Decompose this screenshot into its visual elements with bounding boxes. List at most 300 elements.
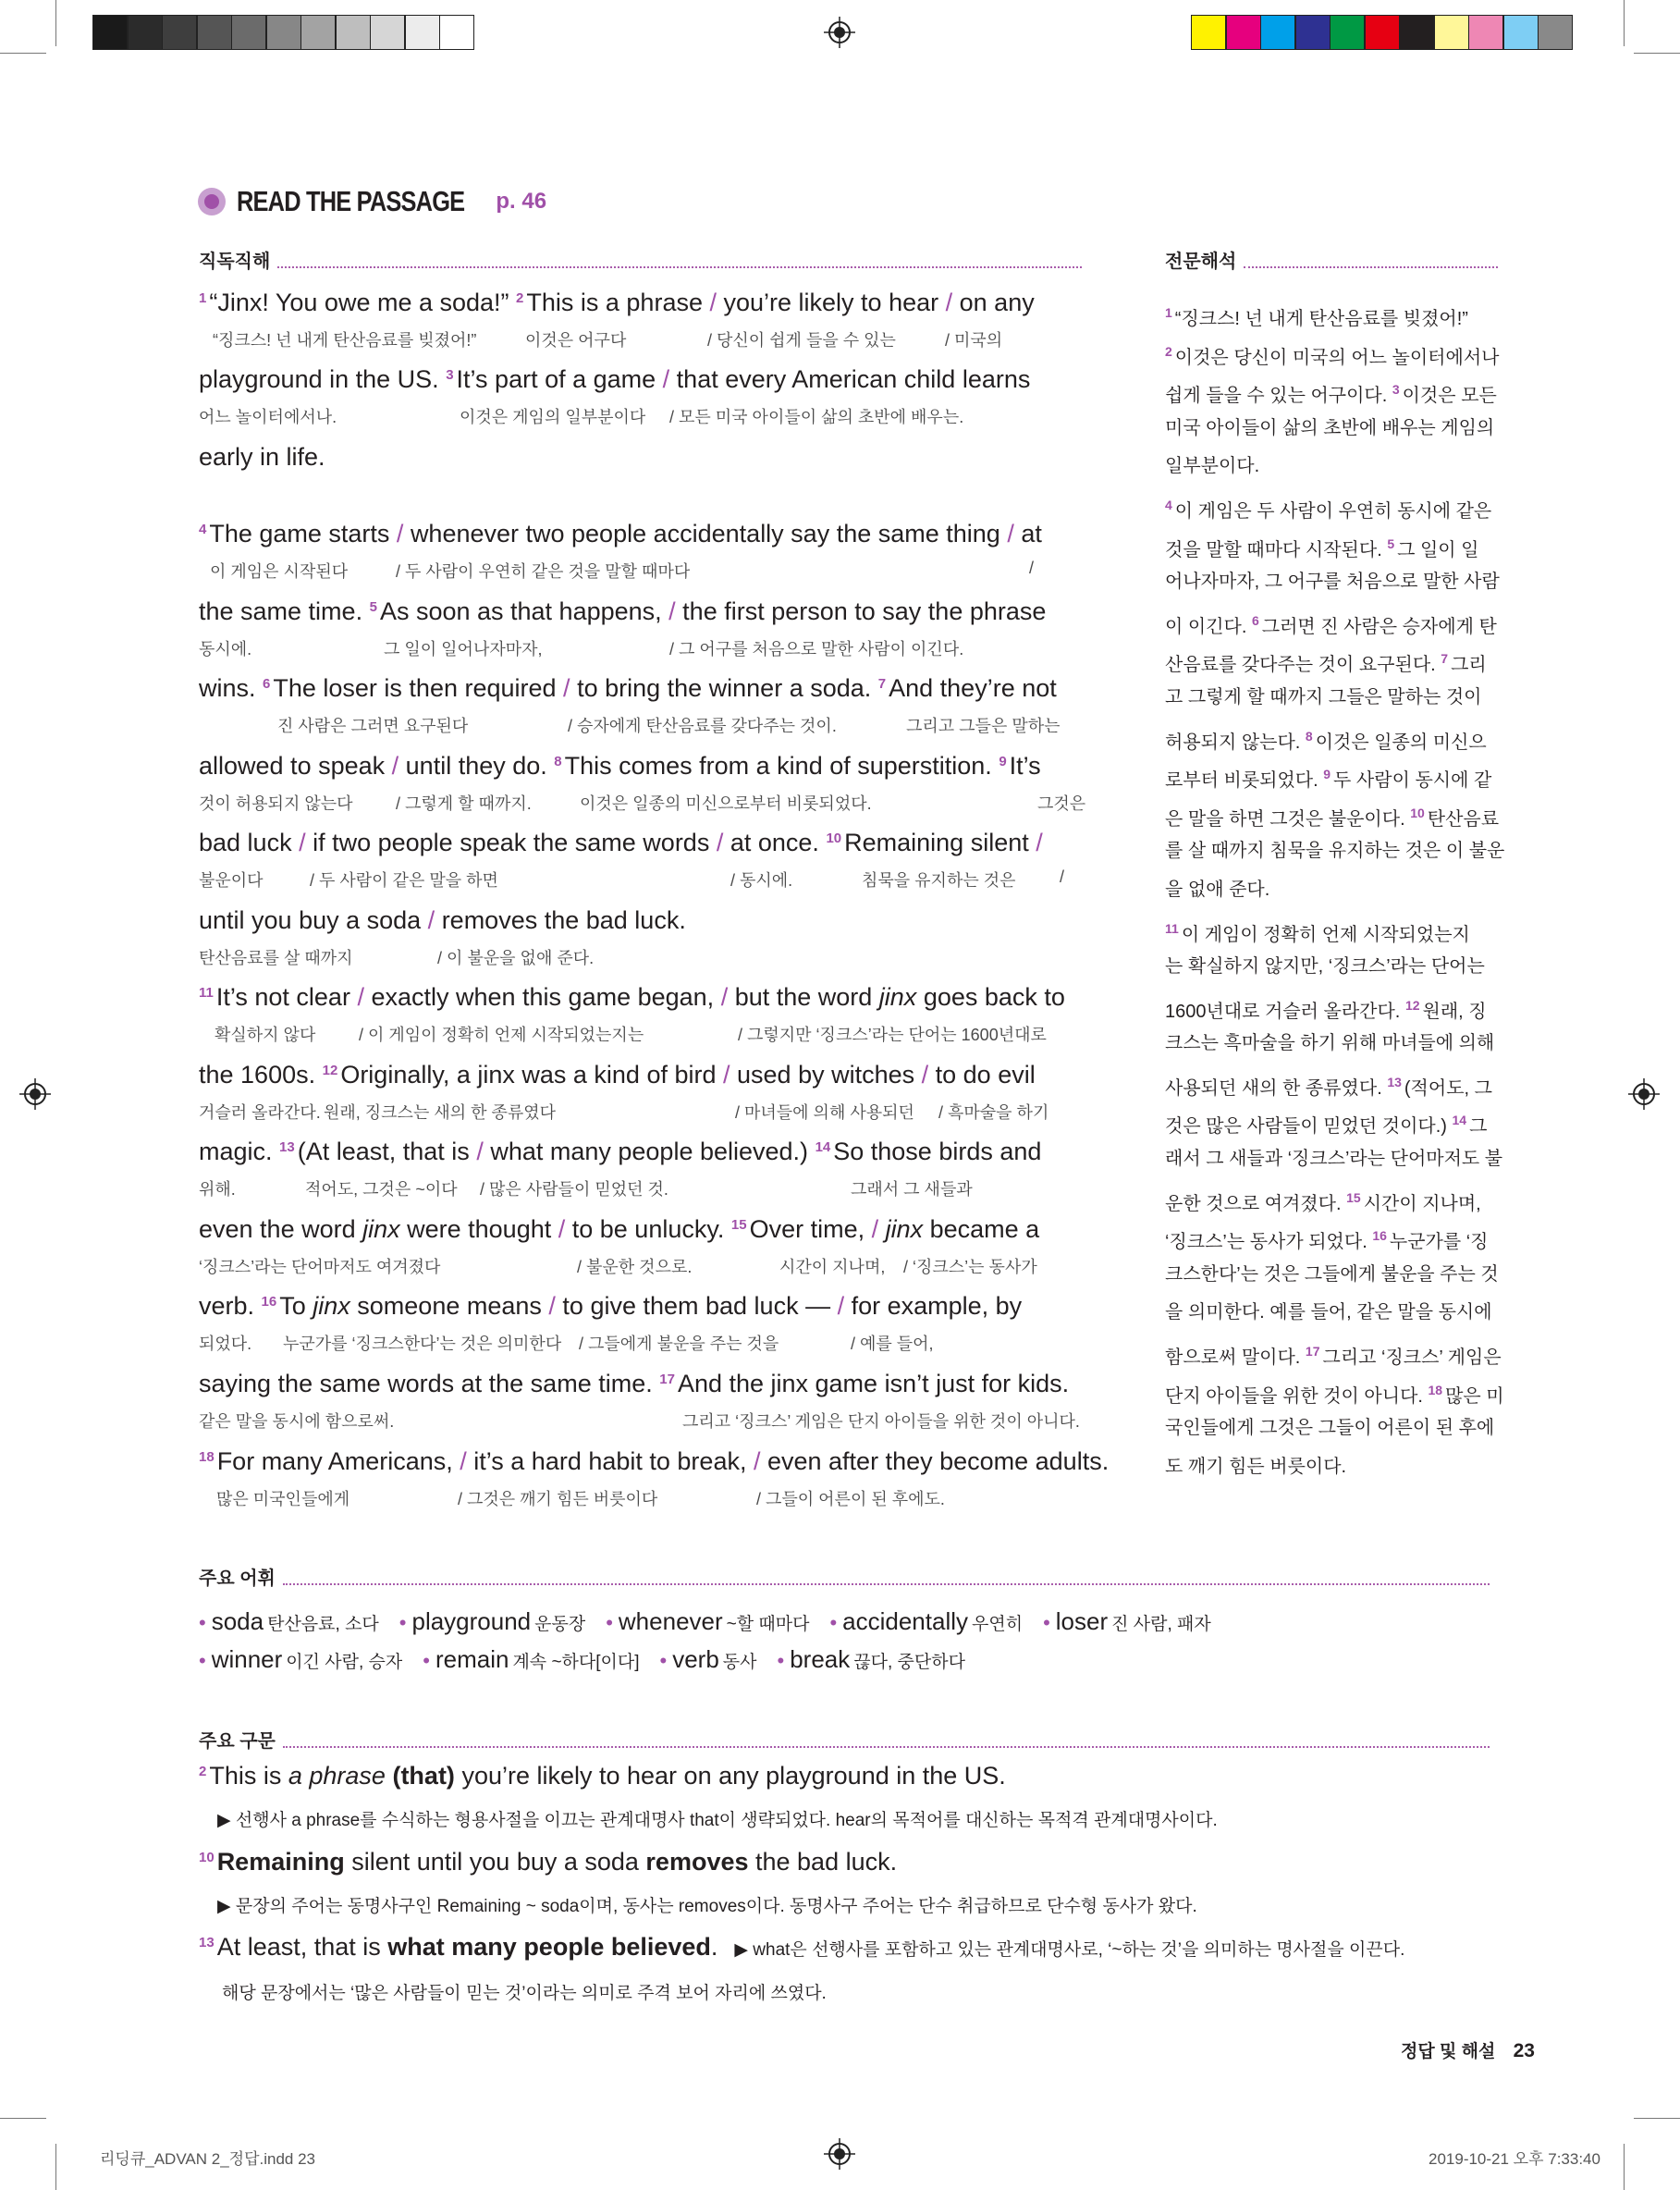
translation-text: 시간이 지나며,: [1363, 1193, 1481, 1214]
sentence-text: you’re likely to hear on any playground in the US.: [454, 1762, 1006, 1790]
gloss-text: 진 사람은 그러면 요구된다: [277, 717, 469, 735]
translation-line: [1165, 718, 1503, 757]
passage-text: to do evil: [935, 1061, 1036, 1089]
crop-mark: [0, 53, 46, 54]
vocab-item: [1043, 1607, 1211, 1636]
bullet-icon: •: [659, 1649, 668, 1672]
passage-line: [199, 1292, 1022, 1321]
passage-text: on any: [959, 289, 1035, 316]
gloss-text: “징크스! 넌 내게 탄산음료를 빚졌어!”: [213, 331, 477, 350]
vocab-word: soda: [211, 1607, 264, 1635]
passage-text: goes back to: [916, 983, 1065, 1011]
grammar-note-inline: ▶ what은 선행사를 포함하고 있는 관계대명사로, ‘~하는 것’을 의미하는 명사절을 이끈다.: [734, 1940, 1405, 1960]
full-translation: [1165, 294, 1503, 1486]
translation-text: 을 의미한다. 예를 들어, 같은 말을 동시에: [1165, 1302, 1492, 1323]
translation-text: 사용되던 새의 한 종류였다.: [1165, 1077, 1382, 1099]
italic-word: jinx: [885, 1215, 924, 1243]
gloss-text: / 예를 들어,: [851, 1335, 934, 1353]
passage-text: This comes from a kind of superstition.: [564, 752, 992, 780]
gray-swatch: [231, 15, 266, 50]
phrase-slash: /: [702, 289, 724, 316]
translation-line: [1165, 1256, 1503, 1295]
vocab-word: playground: [411, 1607, 532, 1635]
translation-text: 그러면 진 사람은 승자에게 탄: [1261, 616, 1497, 637]
translation-line: [1165, 1294, 1503, 1333]
translation-line: [1165, 1101, 1503, 1140]
gloss-text: /: [1029, 559, 1035, 577]
phrase-slash: /: [389, 520, 411, 548]
passage-line: [199, 365, 1030, 394]
gloss-text: 그래서 그 새들과: [851, 1180, 973, 1199]
phrase-slash: /: [709, 829, 730, 856]
translation-text: 것은 많은 사람들이 믿었던 것이다.): [1165, 1116, 1447, 1138]
vocab-item: [660, 1645, 757, 1674]
translation-line: [1165, 832, 1503, 871]
left-column-title: 직독직해: [199, 252, 271, 272]
translation-text: 미국 아이들이 삶의 초반에 배우는 게임의: [1165, 417, 1495, 438]
sentence-number: 7: [1441, 651, 1449, 667]
color-swatch: [1468, 15, 1503, 50]
passage-text: until you buy a soda: [199, 906, 422, 934]
passage-text: To: [279, 1292, 313, 1320]
gray-swatch: [197, 15, 232, 50]
sentence-text: silent until you buy a soda: [344, 1848, 646, 1876]
gloss-text: 그 일이 일어나자마자,: [384, 640, 543, 658]
gray-swatch: [128, 15, 163, 50]
passage-text: if two people speak the same words: [313, 829, 710, 856]
vocab-item: [199, 1607, 379, 1636]
translation-line: [1165, 1333, 1503, 1372]
gloss-text: 탄산음료를 살 때까지: [199, 949, 353, 967]
color-swatch: [1226, 15, 1261, 50]
translation-line: [1165, 1179, 1503, 1218]
gloss-text: / 동시에.: [730, 871, 793, 890]
translation-text: (적어도, 그: [1404, 1077, 1492, 1099]
bullet-icon: •: [829, 1611, 838, 1634]
bullet-icon: •: [777, 1649, 785, 1672]
translation-text: 크스는 흑마술을 하기 위해 마녀들에 의해: [1165, 1033, 1495, 1054]
translation-text: 허용되지 않는다.: [1165, 732, 1301, 753]
passage-text: to be unlucky.: [571, 1215, 725, 1243]
sentence-number: 15: [730, 1217, 747, 1233]
passage-text: The game starts: [209, 520, 390, 548]
gloss-text: / 그들이 어른이 된 후에도.: [756, 1490, 945, 1508]
right-column-title: 전문해석: [1165, 252, 1237, 272]
passage-text: the first person to say the phrase: [682, 597, 1047, 625]
gloss-text: / 그것은 깨기 힘든 버릇이다: [458, 1490, 658, 1508]
bullet-icon: •: [606, 1611, 613, 1634]
translation-text: 운한 것으로 여겨졌다.: [1165, 1193, 1342, 1214]
passage-text: Remaining silent: [844, 829, 1029, 856]
gray-swatch: [266, 15, 301, 50]
translation-line: [1165, 679, 1503, 718]
translation-line: [1165, 333, 1503, 372]
italic-phrase: a phrase: [288, 1762, 386, 1790]
passage-line: [199, 289, 1035, 317]
grammar-sentence: [199, 1762, 1006, 1790]
gray-swatch: [300, 15, 336, 50]
translation-line: [1165, 756, 1503, 794]
crop-mark: [1624, 0, 1625, 46]
sentence-text: .: [710, 1933, 718, 1961]
crop-mark: [55, 2144, 56, 2190]
passage-text: The loser is then required: [273, 674, 557, 702]
gloss-text: 침묵을 유지하는 것은: [862, 871, 1016, 890]
gloss-text: / 마녀들에 의해 사용되던: [735, 1103, 914, 1122]
phrase-slash: /: [661, 597, 683, 625]
page-footer: [1401, 2037, 1535, 2062]
phrase-slash: /: [999, 520, 1022, 548]
sentence-number: 16: [261, 1294, 277, 1310]
phrase-slash: /: [714, 983, 735, 1011]
translation-text: 그리고 ‘징크스’ 게임은: [1322, 1347, 1502, 1369]
gloss-text: 적어도, 그것은 ~이다: [305, 1180, 458, 1199]
passage-text: For many Americans,: [216, 1447, 453, 1475]
translation-text: 를 살 때까지 침묵을 유지하는 것은 이 불운: [1165, 841, 1505, 862]
sentence-number: 7: [877, 676, 887, 692]
translation-line: [1165, 871, 1503, 910]
passage-text: “Jinx! You owe me a soda!”: [209, 289, 509, 316]
phrase-slash: /: [830, 1292, 852, 1320]
gloss-text: 위해.: [199, 1180, 236, 1199]
passage-line: [199, 1215, 1039, 1244]
crop-mark: [55, 0, 56, 46]
vocab-meaning: 이긴 사람, 승자: [286, 1653, 403, 1672]
translation-text: 어나자마자, 그 어구를 처음으로 말한 사람: [1165, 572, 1500, 593]
translation-text: 그: [1469, 1116, 1488, 1138]
vocab-item: [199, 1645, 402, 1674]
passage-line: [199, 1138, 1041, 1166]
gloss-text: / 승자에게 탄산음료를 갖다주는 것이.: [568, 717, 837, 735]
color-swatch: [1399, 15, 1434, 50]
passage-text: but the word: [734, 983, 879, 1011]
gloss-text: 같은 말을 동시에 함으로써.: [199, 1412, 395, 1431]
passage-line: [199, 597, 1046, 626]
gloss-text: / 불운한 것으로.: [577, 1258, 693, 1276]
registration-mark-icon: [824, 2138, 855, 2170]
sentence-number: 1: [199, 290, 207, 306]
translation-text: 은 말을 하면 그것은 불운이다.: [1165, 808, 1405, 830]
passage-text: removes the bad luck.: [441, 906, 686, 934]
sentence-number: 9: [999, 754, 1007, 769]
dotted-divider: [283, 1746, 1490, 1748]
section-title: READ THE PASSAGE: [237, 185, 465, 217]
translation-text: 국인들에게 그것은 그들이 어른이 된 후에: [1165, 1418, 1495, 1439]
grammar-note: 해당 문장에서는 ‘많은 사람들이 믿는 것’이라는 의미로 주격 보어 자리에 쓰였다.: [222, 1984, 827, 2003]
gloss-text: / 당신이 쉽게 들을 수 있는: [707, 331, 896, 350]
vocab-meaning: 운동장: [534, 1615, 586, 1634]
gloss-line: [0, 1409, 1110, 1431]
gloss-text: ‘징크스’라는 단어마저도 여겨졌다: [199, 1258, 441, 1276]
bullet-icon: •: [199, 1611, 206, 1634]
bold-phrase: Remaining: [216, 1848, 345, 1876]
translation-text: 이것은 일종의 미신으: [1315, 732, 1487, 753]
grammar-title: 주요 구문: [199, 1731, 276, 1752]
gloss-text: 많은 미국인들에게: [216, 1490, 350, 1508]
translation-text: 일부분이다.: [1165, 456, 1260, 477]
passage-text: This is a phrase: [526, 289, 703, 316]
passage-line: [199, 906, 686, 935]
translation-line: [1165, 910, 1503, 949]
vocab-word: whenever: [618, 1607, 723, 1635]
crop-mark: [1624, 2144, 1625, 2190]
translation-line: [1165, 948, 1503, 987]
sentence-number: 16: [1372, 1228, 1387, 1244]
gloss-text: 확실하지 않다: [215, 1026, 316, 1044]
passage-text: someone means: [349, 1292, 542, 1320]
vocab-word: accidentally: [842, 1607, 968, 1635]
vocab-meaning: 우연히: [972, 1615, 1024, 1634]
gloss-text: 누군가를 ‘징크스한다’는 것은 의미한다: [283, 1335, 562, 1353]
passage-line: [199, 829, 1043, 857]
bold-phrase: removes: [645, 1848, 749, 1876]
gloss-line: [0, 713, 1110, 735]
translation-line: [1165, 1448, 1503, 1487]
vocab-word: winner: [211, 1645, 283, 1673]
sentence-number: 15: [1346, 1189, 1361, 1205]
vocab-item: [778, 1645, 965, 1674]
gloss-text: / 이 불운을 없애 준다.: [437, 949, 595, 967]
translation-line: [1165, 987, 1503, 1026]
phrase-slash: /: [938, 289, 960, 316]
gloss-text: 이것은 어구다: [525, 331, 627, 350]
dotted-divider: [277, 266, 1082, 268]
passage-line: [199, 674, 1057, 703]
gloss-text: /: [1060, 867, 1065, 886]
sentence-number: 12: [322, 1063, 338, 1078]
gloss-line: [0, 636, 1110, 658]
vocab-item: [423, 1645, 639, 1674]
registration-mark-icon: [824, 17, 855, 48]
italic-word: jinx: [878, 983, 917, 1011]
gloss-line: [0, 559, 1110, 581]
color-swatch: [1330, 15, 1365, 50]
color-swatch: [1434, 15, 1469, 50]
passage-line: [199, 1370, 1069, 1398]
gloss-line: [0, 1254, 1110, 1276]
grammar-note: ▶ 문장의 주어는 동명사구인 Remaining ~ soda이며, 동사는 removes이다. 동명사구 주어는 단수 취급하므로 단수형 동사가 왔다.: [217, 1897, 1197, 1916]
passage-text: exactly when this game began,: [371, 983, 715, 1011]
passage-text: Originally, a jinx was a kind of bird: [340, 1061, 717, 1089]
gloss-line: [0, 1176, 1110, 1199]
bullet-icon: •: [423, 1649, 430, 1672]
vocab-item: [829, 1607, 1023, 1636]
gloss-line: [0, 791, 1110, 813]
sentence-text: At least, that is: [216, 1933, 388, 1961]
sentence-number: 13: [199, 1935, 215, 1950]
gloss-text: 그리고 ‘징크스’ 게임은 단지 아이들을 위한 것이 아니다.: [682, 1412, 1080, 1431]
gloss-text: / 그 어구를 처음으로 말한 사람이 이긴다.: [669, 640, 964, 658]
passage-text: wins.: [199, 674, 256, 702]
phrase-slash: /: [469, 1138, 491, 1165]
sentence-number: 11: [199, 985, 214, 1001]
passage-text: early in life.: [199, 443, 325, 471]
passage-line: [199, 520, 1042, 548]
vocab-label: [199, 1563, 1490, 1590]
vocab-meaning: 끊다, 중단하다: [853, 1653, 965, 1672]
sentence-number: 12: [1404, 997, 1420, 1013]
translation-text: 많은 미: [1445, 1385, 1504, 1407]
translation-text: 두 사람이 동시에 같: [1333, 770, 1492, 792]
gloss-line: [0, 1100, 1110, 1122]
gloss-text: 시간이 지나며,: [779, 1258, 886, 1276]
sentence-number: 18: [199, 1449, 215, 1465]
vocab-word: loser: [1055, 1607, 1109, 1635]
translation-line: [1165, 525, 1503, 564]
vocab-word: verb: [672, 1645, 719, 1673]
grammar-note: ▶ 선행사 a phrase를 수식하는 형용사절을 이끄는 관계대명사 that이 생략되었다. hear의 목적어를 대신하는 목적격 관계대명사이다.: [217, 1811, 1218, 1830]
sentence-number: 5: [1387, 535, 1395, 551]
sentence-text: This is: [209, 1762, 288, 1790]
bullet-icon: •: [1043, 1611, 1050, 1634]
vocab-word: remain: [435, 1645, 509, 1673]
translation-text: 래서 그 새들과 ‘징크스’라는 단어마저도 불: [1165, 1149, 1503, 1170]
translation-text: 로부터 비롯되었다.: [1165, 770, 1318, 792]
color-swatch: [1191, 15, 1226, 50]
italic-word: jinx: [313, 1292, 350, 1320]
gloss-line: [0, 1486, 1110, 1508]
translation-text: 함으로써 말이다.: [1165, 1347, 1301, 1369]
gray-swatch: [336, 15, 371, 50]
sentence-number: 10: [1410, 805, 1425, 820]
gray-swatch: [405, 15, 440, 50]
gray-swatch: [439, 15, 474, 50]
passage-text: used by witches: [737, 1061, 915, 1089]
translation-line: [1165, 602, 1503, 641]
passage-line: [199, 983, 1065, 1012]
translation-line: [1165, 1025, 1503, 1064]
gloss-text: 되었다.: [199, 1335, 252, 1353]
sentence-number: 6: [1251, 612, 1259, 628]
sentence-number: 2: [199, 1764, 207, 1779]
phrase-slash: /: [656, 365, 677, 393]
translation-line: [1165, 640, 1503, 679]
passage-text: the same time.: [199, 597, 363, 625]
sentence-number: 4: [199, 522, 207, 537]
passage-text: magic.: [199, 1138, 273, 1165]
passage-text: what many people believed.): [490, 1138, 809, 1165]
gloss-line: [0, 945, 1110, 967]
passage-text: were thought: [399, 1215, 552, 1243]
gloss-text: / 미국의: [945, 331, 1003, 350]
translation-line: [1165, 371, 1503, 410]
passage-text: you’re likely to hear: [723, 289, 939, 316]
vocab-item: [606, 1607, 809, 1636]
translation-text: 누군가를 ‘징: [1389, 1232, 1489, 1253]
passage-text: saying the same words at the same time.: [199, 1370, 653, 1397]
passage-text: allowed to speak: [199, 752, 386, 780]
sentence-number: 18: [1428, 1382, 1443, 1397]
color-swatch: [1365, 15, 1400, 50]
sentence-number: 8: [1305, 728, 1313, 744]
passage-text: It’s part of a game: [456, 365, 656, 393]
color-swatch: [1538, 15, 1573, 50]
grammar-sentence: [199, 1848, 897, 1876]
passage-text: the 1600s.: [199, 1061, 316, 1089]
gloss-line: [0, 1331, 1110, 1353]
translation-text: 고 그렇게 할 때까지 그들은 말하는 것이: [1165, 686, 1482, 707]
translation-line: [1165, 794, 1503, 833]
gloss-text: / 이 게임이 정확히 언제 시작되었는지는: [359, 1026, 644, 1044]
gray-swatch: [370, 15, 405, 50]
vocab-meaning: 동사: [722, 1653, 757, 1672]
gloss-text: / 많은 사람들이 믿었던 것.: [480, 1180, 668, 1199]
passage-text: to bring the winner a soda.: [577, 674, 872, 702]
page-reference: p. 46: [496, 189, 547, 214]
page-label: 정답 및 해설: [1401, 2042, 1496, 2061]
page-number: 23: [1513, 2040, 1535, 2061]
passage-text: It’s: [1009, 752, 1041, 780]
translation-text: 것을 말할 때마다 시작된다.: [1165, 539, 1382, 560]
translation-text: 는 확실하지 않지만, ‘징크스’라는 단어는: [1165, 956, 1485, 978]
bullet-icon: •: [199, 1649, 206, 1672]
passage-text: at once.: [730, 829, 819, 856]
translation-line: [1165, 486, 1503, 525]
phrase-slash: /: [1028, 829, 1043, 856]
section-header: [198, 185, 546, 218]
sentence-number: 2: [1165, 343, 1172, 359]
sentence-number: 3: [446, 367, 454, 383]
sentence-number: 3: [1392, 382, 1400, 398]
gloss-text: 것이 허용되지 않는다: [199, 794, 353, 813]
file-name: 리딩큐_ADVAN 2_정답.indd 23: [100, 2150, 316, 2168]
vocab-row: [199, 1645, 986, 1674]
passage-text: even the word: [199, 1215, 363, 1243]
passage-text: (At least, that is: [297, 1138, 470, 1165]
passage-text: Over time,: [749, 1215, 865, 1243]
color-swatch: [1295, 15, 1331, 50]
gloss-text: / 모든 미국 아이들이 삶의 초반에 배우는.: [669, 408, 964, 426]
translation-text: 1600년대로 거슬러 올라간다.: [1165, 1001, 1401, 1022]
translation-line: [1165, 448, 1503, 486]
translation-text: 이 게임은 두 사람이 우연히 동시에 같은: [1174, 500, 1492, 522]
gloss-text: 불운이다: [199, 871, 264, 890]
sentence-number: 9: [1323, 767, 1331, 782]
phrase-slash: /: [716, 1061, 738, 1089]
translation-text: 원래, 징: [1422, 1001, 1487, 1022]
sentence-number: 10: [826, 830, 842, 846]
grammar-label: [199, 1726, 1490, 1753]
dotted-divider: [283, 1583, 1490, 1585]
phrase-slash: /: [914, 1061, 936, 1089]
italic-word: jinx: [362, 1215, 400, 1243]
gloss-text: 어느 놀이터에서나.: [199, 408, 337, 426]
vocab-meaning: 계속 ~하다[이다]: [512, 1653, 640, 1672]
sentence-number: 14: [1452, 1113, 1467, 1128]
passage-text: it’s a hard habit to break,: [473, 1447, 747, 1475]
sentence-number: 17: [1305, 1344, 1320, 1360]
translation-line: [1165, 294, 1503, 333]
passage-text: whenever two people accidentally say the same thing: [410, 520, 1000, 548]
gloss-text: 동시에.: [199, 640, 252, 658]
gloss-text: / 그렇게 할 때까지.: [396, 794, 532, 813]
sentence-number: 6: [263, 676, 271, 692]
sentence-number: 8: [554, 754, 562, 769]
bold-phrase: (that): [392, 1762, 455, 1790]
translation-text: 탄산음료: [1427, 808, 1500, 830]
print-timestamp: 2019-10-21 오후 7:33:40: [1429, 2150, 1600, 2168]
translation-text: 이 게임이 정확히 언제 시작되었는지: [1181, 924, 1470, 945]
passage-text: So those birds and: [833, 1138, 1042, 1165]
gloss-text: / 그렇지만 ‘징크스’라는 단어는 1600년대로: [738, 1026, 1047, 1044]
phrase-slash: /: [551, 1215, 572, 1243]
translation-text: 쉽게 들을 수 있는 어구이다.: [1165, 386, 1388, 407]
translation-text: 이 이긴다.: [1165, 616, 1247, 637]
gloss-line: [0, 327, 1110, 350]
passage-text: verb.: [199, 1292, 255, 1320]
passage-text: It’s not clear: [215, 983, 350, 1011]
phrase-slash: /: [865, 1215, 886, 1243]
